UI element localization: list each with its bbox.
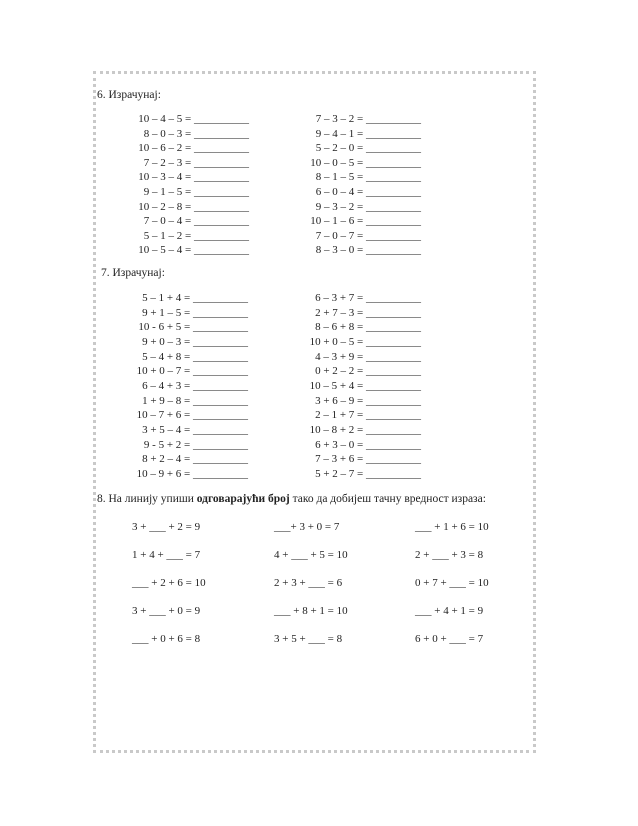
- task7-expression: 6 – 3 + 7 = __________: [315, 292, 421, 304]
- task6-expression: 10 – 4 – 5 = __________: [138, 113, 249, 125]
- task8-expression: 3 + 5 + ___ = 8: [274, 633, 343, 645]
- task7-expression: 10 - 6 + 5 = __________: [138, 321, 248, 334]
- task7-expression: 4 – 3 + 9 = __________: [315, 350, 421, 363]
- task7-expression: 10 + 0 – 5 = __________: [309, 335, 421, 348]
- task7-expression: 3 + 5 – 4 = __________: [142, 423, 248, 436]
- task8-heading: [97, 493, 486, 505]
- task7-heading: 7. Израчунај:: [101, 267, 165, 279]
- task6-expression: 7 – 2 – 3 = __________: [143, 156, 249, 169]
- task8-expression: ___ + 1 + 6 = 10: [415, 521, 489, 533]
- task6-expression: 8 – 0 – 3 = __________: [143, 127, 249, 140]
- task8-expression: ___ + 0 + 6 = 8: [132, 633, 201, 645]
- task8-expression: 4 + ___ + 5 = 10: [274, 549, 348, 561]
- task7-expression: 10 – 7 + 6 = __________: [136, 409, 248, 422]
- task7-expression: 2 – 1 + 7 = __________: [315, 409, 421, 422]
- task7-expression: 1 + 9 – 8 = __________: [142, 394, 248, 407]
- task8-heading-emphasis: одговарајући број: [196, 493, 290, 505]
- task7-expression: 6 + 3 – 0 = __________: [315, 438, 421, 451]
- task6-expression: 10 – 5 – 4 = __________: [138, 244, 249, 257]
- task6-expression: 7 – 3 – 2 = __________: [315, 113, 421, 125]
- task6-expression: 9 – 1 – 5 = __________: [143, 186, 249, 198]
- task6-expression: 8 – 3 – 0 = __________: [315, 244, 421, 257]
- task7-expression: 9 + 1 – 5 = __________: [142, 306, 248, 319]
- task8-expression: ___ + 4 + 1 = 9: [415, 605, 484, 617]
- task8-expression: 3 + ___ + 2 = 9: [132, 521, 201, 533]
- task6-expression: 10 – 1 – 6 = __________: [310, 215, 421, 228]
- task6-expression: 9 – 3 – 2 = __________: [315, 200, 421, 213]
- task6-expression: 10 – 0 – 5 = __________: [310, 156, 421, 169]
- task8-expression: ___ + 8 + 1 = 10: [274, 605, 348, 617]
- task8-expression: 2 + 3 + ___ = 6: [274, 577, 343, 589]
- task8-expression: 2 + ___ + 3 = 8: [415, 549, 484, 561]
- task7-expression: 5 – 4 + 8 = __________: [142, 350, 248, 363]
- task6-expression: 5 – 2 – 0 = __________: [315, 142, 421, 155]
- task8-expression: 3 + ___ + 0 = 9: [132, 605, 201, 617]
- task6-heading: 6. Израчунај:: [97, 89, 161, 101]
- task8-heading-end: тако да добијеш тачну вредност израза:: [289, 493, 486, 505]
- task7-expression: 10 – 9 + 6 = __________: [136, 467, 248, 480]
- task6-expression: 7 – 0 – 4 = __________: [143, 215, 249, 228]
- task6-expression: 5 – 1 – 2 = __________: [143, 229, 249, 242]
- task6-expression: 10 – 6 – 2 = __________: [138, 142, 249, 155]
- task6-expression: 7 – 0 – 7 = __________: [315, 229, 421, 242]
- task8-expression: 1 + 4 + ___ = 7: [132, 549, 201, 561]
- task8-expression: 6 + 0 + ___ = 7: [415, 633, 484, 645]
- task7-expression: 3 + 6 – 9 = __________: [315, 394, 421, 407]
- task6-expression: 10 – 2 – 8 = __________: [138, 200, 249, 213]
- task6-expression: 10 – 3 – 4 = __________: [138, 171, 249, 184]
- task8-expression: ___ + 2 + 6 = 10: [132, 577, 206, 589]
- task7-expression: 5 – 1 + 4 = __________: [142, 292, 248, 304]
- task8-heading-start: 8. На линију упиши: [97, 493, 197, 505]
- task7-expression: 5 + 2 – 7 = __________: [315, 467, 421, 480]
- task7-expression: 9 + 0 – 3 = __________: [142, 335, 248, 348]
- task7-expression: 2 + 7 – 3 = __________: [315, 306, 421, 319]
- task7-expression: 10 – 5 + 4 = __________: [309, 379, 421, 392]
- task7-expression: 6 – 4 + 3 = __________: [142, 379, 248, 392]
- task7-expression: 8 + 2 – 4 = __________: [142, 453, 248, 466]
- task8-expression: ___+ 3 + 0 = 7: [274, 521, 340, 533]
- task7-expression: 10 – 8 + 2 = __________: [309, 423, 421, 436]
- task7-expression: 9 - 5 + 2 = __________: [143, 438, 248, 451]
- task7-expression: 7 – 3 + 6 = __________: [315, 453, 421, 466]
- task6-expression: 8 – 1 – 5 = __________: [315, 171, 421, 184]
- task6-expression: 6 – 0 – 4 = __________: [315, 186, 421, 198]
- task7-expression: 10 + 0 – 7 = __________: [136, 365, 248, 378]
- task7-expression: 0 + 2 – 2 = __________: [315, 365, 421, 378]
- task6-expression: 9 – 4 – 1 = __________: [315, 127, 421, 140]
- task7-expression: 8 – 6 + 8 = __________: [315, 321, 421, 334]
- task8-expression: 0 + 7 + ___ = 10: [415, 577, 489, 589]
